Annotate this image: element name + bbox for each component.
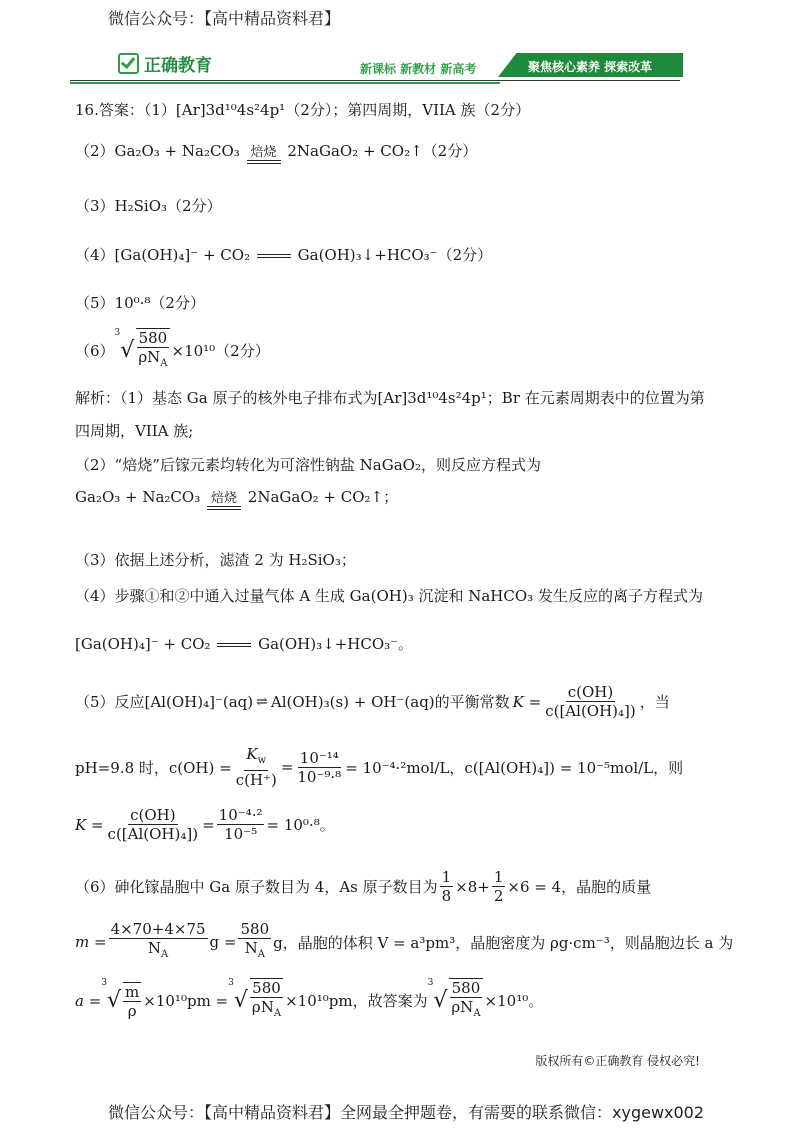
den-sub: A xyxy=(257,949,265,960)
condition-label: 焙烧 xyxy=(250,145,277,160)
fraction-denominator: 10⁻⁹·⁸ xyxy=(297,767,342,786)
fraction-numerator: 1 xyxy=(493,868,504,886)
answer-6 xyxy=(75,328,270,373)
answer-6-suffix: ×10¹⁰（2分） xyxy=(171,342,270,360)
p5c-rest: = 10⁰·⁸。 xyxy=(266,816,335,834)
fraction-numerator: c(OH) xyxy=(130,806,176,824)
root-index: 3 xyxy=(427,978,434,988)
equals-sign: = xyxy=(280,758,294,776)
analysis-2-equation xyxy=(75,486,398,510)
radical-icon: √ xyxy=(107,988,122,1013)
fraction-denominator: c([Al(OH)₄]) xyxy=(545,702,636,720)
p6c-mid: ×10¹⁰pm = xyxy=(143,991,229,1010)
fraction-denominator xyxy=(250,998,283,1023)
analysis-5a xyxy=(75,683,670,720)
fraction-numerator: m xyxy=(125,982,140,1001)
p6b-rest: g，晶胞的体积 V = a³pm³，晶胞密度为 ρg·cm⁻³，则晶胞边长 a 为 xyxy=(273,933,734,952)
fraction-one-eighth xyxy=(440,868,454,905)
m-label: m = xyxy=(75,933,107,951)
answer-6-fraction xyxy=(136,328,169,373)
bottom-watermark: 微信公众号：【高中精品资料君】全网最全押题卷，有需要的联系微信：xygewx002 xyxy=(108,1103,705,1122)
k-label: K = xyxy=(75,815,104,834)
header-divider xyxy=(70,80,680,81)
eq-reactants: [Ga(OH)₄]⁻ + CO₂ xyxy=(75,635,211,653)
header-tagline: 新课标 新教材 新高考 xyxy=(360,62,477,76)
analysis-4: （4）步骤①和②中通入过量气体 A 生成 Ga(OH)₃ 沉淀和 NaHCO₃ 发生反应的离子方程式为 xyxy=(75,587,703,605)
answer-2 xyxy=(75,140,477,164)
fraction-numerator: 580 xyxy=(138,329,168,347)
kw-text: K xyxy=(246,745,258,763)
reaction-condition xyxy=(207,492,241,510)
fraction-numerator xyxy=(244,745,268,771)
p5-prefix: （5）反应[Al(OH)₄]⁻(aq) xyxy=(75,693,254,711)
fraction-denominator xyxy=(243,939,267,964)
double-line-icon xyxy=(217,643,251,647)
fraction-denominator: 2 xyxy=(493,887,504,905)
double-line-icon xyxy=(247,160,281,164)
radical-icon: √ xyxy=(433,988,448,1013)
logo-text: 正确教育 xyxy=(144,56,212,76)
p5-mid: Al(OH)₃(s) + OH⁻(aq)的平衡常数 xyxy=(270,693,510,711)
answer-2-reactants: （2）Ga₂O₃ + Na₂CO₃ xyxy=(75,142,240,160)
radical-icon: √ xyxy=(120,338,135,363)
kw-sub: w xyxy=(257,755,267,766)
mass-fraction xyxy=(109,920,208,964)
root-index: 3 xyxy=(101,978,108,988)
mass-fraction-2 xyxy=(238,920,271,964)
root-fraction-3 xyxy=(449,978,482,1023)
equals-double-line xyxy=(217,643,251,647)
fraction-denominator: ρ xyxy=(127,1001,137,1020)
den-text: N xyxy=(147,939,161,957)
den-text: ρN xyxy=(451,998,474,1016)
fraction-denominator xyxy=(146,939,170,964)
answer-5: （5）10⁰·⁸（2分） xyxy=(75,294,205,312)
fraction-numerator: 1 xyxy=(441,868,452,886)
eq-reactants: Ga₂O₃ + Na₂CO₃ xyxy=(75,488,201,506)
fraction-denominator: c([Al(OH)₄]) xyxy=(107,825,199,843)
logo xyxy=(118,51,212,76)
header-banner-text: 聚焦核心素养 探索改革 xyxy=(528,60,653,74)
analysis-2: （2）“焙烧”后镓元素均转化为可溶性钠盐 NaGaO₂，则反应方程式为 xyxy=(75,456,541,474)
fraction-numerator: 10⁻¹⁴ xyxy=(299,748,339,767)
radical-icon: √ xyxy=(233,988,248,1013)
den-sub: A xyxy=(273,1008,282,1019)
analysis-6a xyxy=(75,868,651,905)
answer-4 xyxy=(75,244,492,265)
p5b-prefix: pH=9.8 时，c(OH) = xyxy=(75,758,232,777)
k-label: K = xyxy=(512,692,542,711)
answer-3: （3）H₂SiO₃（2分） xyxy=(75,197,222,215)
double-line-icon xyxy=(207,506,241,510)
answer-4-products: Ga(OH)₃↓+HCO₃⁻（2分） xyxy=(297,246,493,264)
eq-products: 2NaGaO₂ + CO₂↑； xyxy=(247,488,399,506)
fraction-numerator: 580 xyxy=(240,920,270,938)
p6-mid: ×8+ xyxy=(455,877,490,896)
copyright-notice: 版权所有©正确教育 侵权必究! xyxy=(535,1054,700,1068)
k-fraction xyxy=(543,683,638,720)
kw-fraction xyxy=(234,745,279,789)
analysis-6b xyxy=(75,920,733,964)
a-label: a = xyxy=(75,991,102,1010)
den-sub: A xyxy=(160,949,169,960)
header-divider-accent xyxy=(70,82,500,84)
fraction-numerator: c(OH) xyxy=(567,683,614,701)
answer-2-products: 2NaGaO₂ + CO₂↑（2分） xyxy=(287,142,478,160)
analysis-6c xyxy=(75,978,543,1023)
answer-1: 16.答案：（1）[Ar]3d¹⁰4s²4p¹（2分）；第四周期，VIIA 族（2分） xyxy=(75,101,531,119)
p5b-rest: = 10⁻⁴·²mol/L，c([Al(OH)₄]) = 10⁻⁵mol/L，则 xyxy=(345,758,684,777)
root-fraction-1 xyxy=(123,982,141,1020)
fraction-numerator: 580 xyxy=(252,979,281,997)
fraction-denominator: 10⁻⁵ xyxy=(224,825,258,843)
fraction-denominator: c(H⁺) xyxy=(235,771,277,789)
condition-label: 焙烧 xyxy=(211,491,238,506)
answer-6-label: （6） xyxy=(75,342,115,360)
analysis-1a: 解析：（1）基态 Ga 原子的核外电子排布式为[Ar]3d¹⁰4s²4p¹；Br 在元素周期表中的位置为第 xyxy=(75,389,705,407)
power-fraction xyxy=(295,749,343,786)
k-fraction xyxy=(106,806,201,843)
double-line-icon xyxy=(257,254,291,258)
p6c-mid2: ×10¹⁰pm，故答案为 xyxy=(285,992,428,1010)
root-index: 3 xyxy=(114,328,121,338)
p6-prefix: （6）砷化镓晶胞中 Ga 原子数目为 4，As 原子数目为 xyxy=(75,878,438,896)
fraction-numerator: 4×70+4×75 xyxy=(110,920,206,938)
den-text: ρN xyxy=(138,348,161,366)
den-text: N xyxy=(244,939,258,957)
den-sub: A xyxy=(160,358,168,369)
fraction-one-half xyxy=(492,868,506,905)
equals-sign: = xyxy=(202,815,215,834)
p6c-end: ×10¹⁰。 xyxy=(484,992,544,1010)
top-watermark: 微信公众号：【高中精品资料君】 xyxy=(108,9,341,28)
analysis-5b xyxy=(75,745,683,789)
g-equals: g = xyxy=(209,933,237,951)
power-fraction xyxy=(217,806,265,843)
eq-products: Ga(OH)₃↓+HCO₃⁻。 xyxy=(258,635,414,653)
root-index: 3 xyxy=(228,978,234,988)
fraction-denominator xyxy=(449,998,482,1023)
fraction-denominator xyxy=(136,348,169,373)
fraction-numerator: 10⁻⁴·² xyxy=(218,806,263,824)
equals-double-line xyxy=(257,254,291,258)
fraction-numerator: 580 xyxy=(451,979,481,997)
analysis-5c xyxy=(75,806,335,843)
answer-4-reactants: （4）[Ga(OH)₄]⁻ + CO₂ xyxy=(75,246,251,264)
p6-suffix: ×6 = 4，晶胞的质量 xyxy=(507,878,652,896)
equilibrium-arrow-icon: ⇌ xyxy=(256,693,268,710)
analysis-1b: 四周期，VIIA 族; xyxy=(75,422,194,440)
den-text: ρN xyxy=(251,998,274,1016)
fraction-denominator: 8 xyxy=(441,887,452,905)
analysis-4-equation xyxy=(75,633,413,654)
reaction-condition xyxy=(247,146,281,164)
root-fraction-2 xyxy=(250,978,283,1023)
den-sub: A xyxy=(473,1008,481,1019)
checkmark-icon xyxy=(118,53,139,74)
analysis-3: （3）依据上述分析，滤渣 2 为 H₂SiO₃； xyxy=(75,551,356,569)
p5-suffix: ，当 xyxy=(639,693,670,711)
